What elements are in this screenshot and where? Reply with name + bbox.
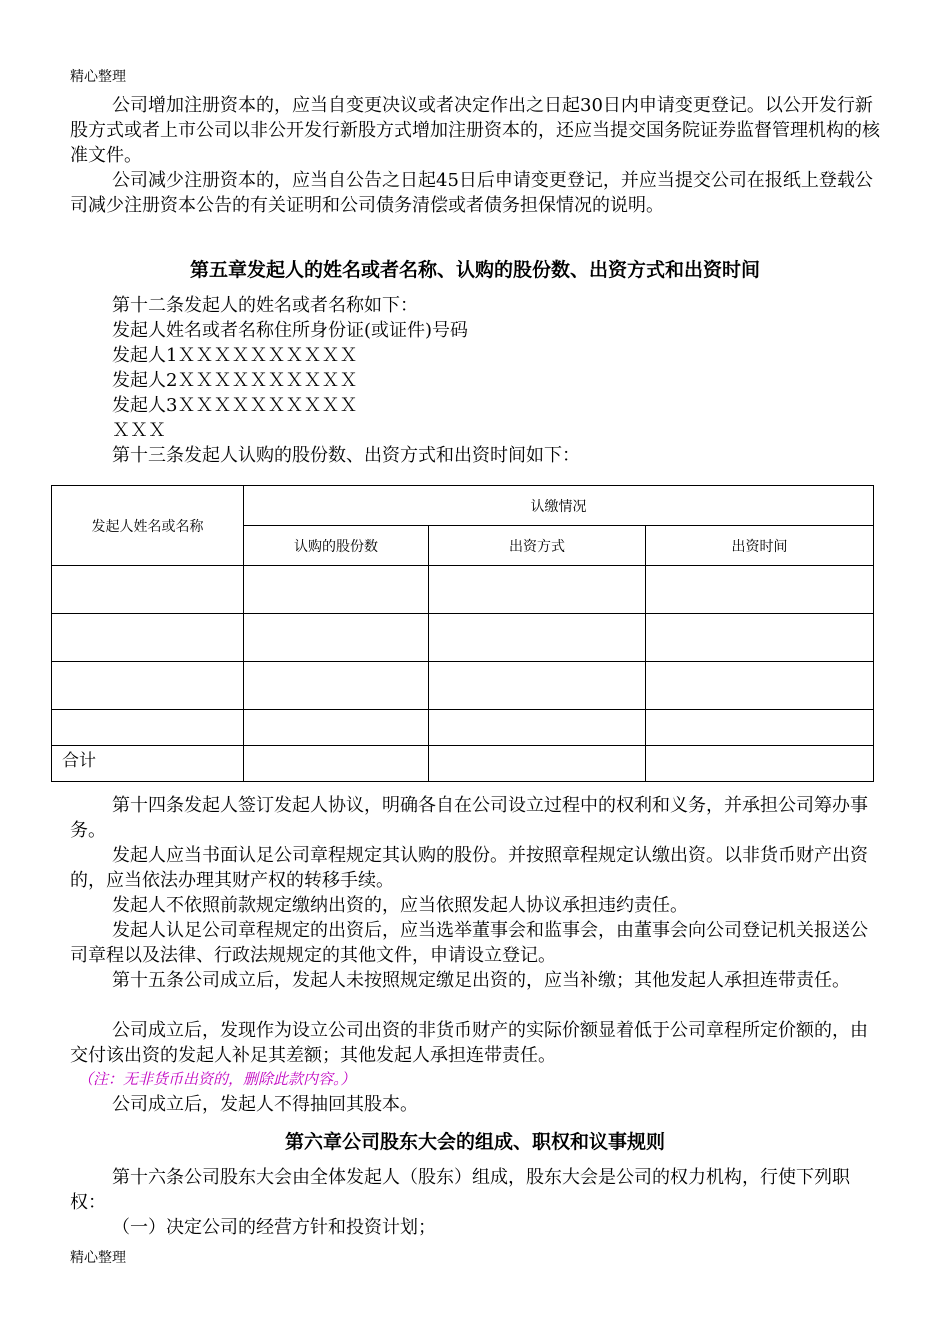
chapter5-title: 第五章发起人的姓名或者名称、认购的股份数、出资方式和出资时间	[189, 259, 760, 281]
table-row	[52, 566, 874, 614]
paragraph-decrease-capital: 公司减少注册资本的，应当自公告之日起45日后申请变更登记，并应当提交公司在报纸上登载公司减少注册资本公告的有关证明和公司债务清偿或者债务担保情况的说明。	[70, 170, 873, 216]
promoter-line-3: 发起人3ＸＸＸＸＸＸＸＸＸＸ	[112, 395, 358, 416]
col-header-time: 出资时间	[646, 526, 874, 566]
note-non-monetary: （注：无非货币出资的，删除此款内容。）	[78, 1070, 356, 1088]
article13: 第十三条发起人认购的股份数、出资方式和出资时间如下：	[112, 445, 580, 466]
paragraph-subscribe-shares: 发起人应当书面认足公司章程规定其认购的股份。并按照章程规定认缴出资。以非货币财产出资的，应当依法办理其财产权的转移手续。	[70, 845, 868, 891]
table-row	[52, 662, 874, 710]
table-row-total	[52, 746, 874, 782]
col-header-name: 发起人姓名或名称	[52, 486, 244, 566]
paragraph-non-monetary: 公司成立后，发现作为设立公司出资的非货币财产的实际价额显着低于公司章程所定价额的，由交付该出资的发起人补足其差额；其他发起人承担连带责任。	[70, 1020, 868, 1066]
total-label: 合计	[52, 746, 244, 782]
paragraph-increase-capital: 公司增加注册资本的，应当自变更决议或者决定作出之日起30日内申请变更登记。以公开发行新股方式或者上市公司以非公开发行新股方式增加注册资本的，还应当提交国务院证券监督管理机构的核准文件。	[70, 95, 880, 166]
paragraph-article14: 第十四条发起人签订发起人协议，明确各自在公司设立过程中的权利和义务，并承担公司筹办事务。	[70, 795, 868, 841]
promoter-line-xxx: ＸＸＸ	[112, 420, 166, 441]
paragraph-no-withdraw: 公司成立后，发起人不得抽回其股本。	[112, 1094, 418, 1115]
chapter6-title: 第六章公司股东大会的组成、职权和议事规则	[284, 1131, 665, 1153]
paragraph-registration: 发起人认足公司章程规定的出资后，应当选举董事会和监事会，由董事会向公司登记机关报送公司章程以及法律、行政法规规定的其他文件，申请设立登记。	[70, 920, 868, 966]
promoter-line-1: 发起人1ＸＸＸＸＸＸＸＸＸＸ	[112, 345, 358, 366]
subscription-table	[51, 485, 874, 782]
page-header: 精心整理	[70, 69, 126, 85]
page-footer: 精心整理	[70, 1250, 126, 1266]
table-row	[52, 614, 874, 662]
list-item-1: （一）决定公司的经营方针和投资计划；	[112, 1217, 436, 1238]
paragraph-breach: 发起人不依照前款规定缴纳出资的，应当依照发起人协议承担违约责任。	[112, 895, 688, 916]
promoter-columns-line: 发起人姓名或者名称住所身份证(或证件)号码	[112, 320, 469, 341]
paragraph-article15: 第十五条公司成立后，发起人未按照规定缴足出资的，应当补缴；其他发起人承担连带责任。	[112, 970, 850, 991]
col-header-group: 认缴情况	[244, 486, 874, 526]
col-header-shares: 认购的股份数	[244, 526, 429, 566]
article12: 第十二条发起人的姓名或者名称如下：	[112, 295, 418, 316]
promoter-line-2: 发起人2ＸＸＸＸＸＸＸＸＸＸ	[112, 370, 358, 391]
col-header-method: 出资方式	[429, 526, 646, 566]
paragraph-article16: 第十六条公司股东大会由全体发起人（股东）组成，股东大会是公司的权力机构，行使下列职权：	[70, 1167, 850, 1213]
table-row	[52, 710, 874, 746]
